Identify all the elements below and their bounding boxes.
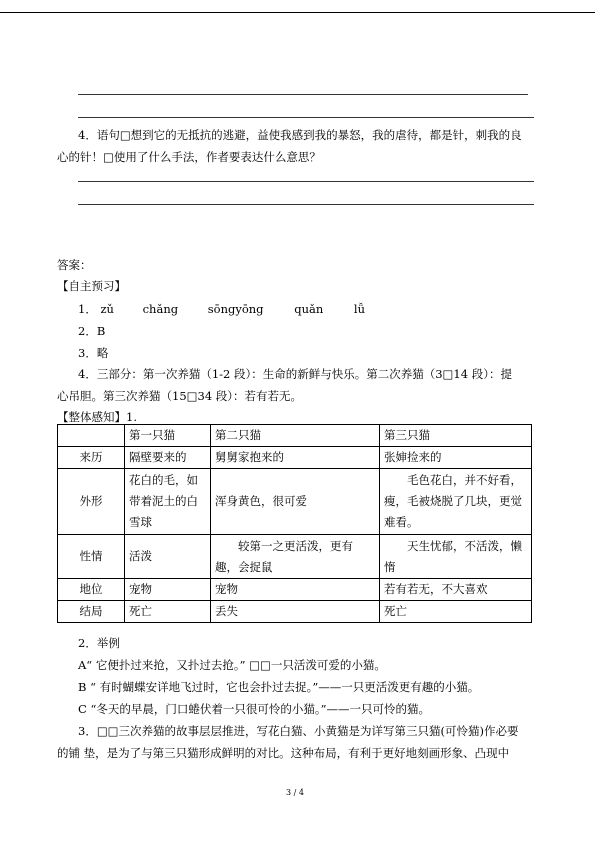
page-number: 3 / 4 bbox=[286, 788, 304, 797]
table-cell: 宠物 bbox=[125, 579, 211, 601]
table-row bbox=[58, 469, 532, 535]
overall-item-3-line-1: 3．□□三次养猫的故事层层推进，写花白猫、小黄猫是为详写第三只猫(可怜猫)作必要 bbox=[78, 724, 519, 738]
table-cell: 张婶捡来的 bbox=[380, 447, 532, 469]
table-cell: 花白的毛，如带着泥土的白雪球 bbox=[125, 469, 211, 535]
table-cell: 活泼 bbox=[125, 535, 211, 579]
table-header-cell: 第三只猫 bbox=[380, 425, 532, 447]
table-cell: 死亡 bbox=[380, 601, 532, 623]
table-cell: 隔壁要来的 bbox=[125, 447, 211, 469]
preview-header: 【自主预习】 bbox=[57, 279, 126, 293]
overall-item-3-line-2: 的铺 垫，是为了与第三只猫形成鲜明的对比。这种布局，有利于更好地刻画形象、凸现中 bbox=[57, 746, 510, 760]
table-row bbox=[58, 535, 532, 579]
example-c: C “冬天的早晨，门口蜷伏着一只很可怜的小猫。”——一只可怜的猫。 bbox=[78, 702, 430, 716]
row-label: 来历 bbox=[58, 447, 125, 469]
answer-line bbox=[78, 204, 534, 205]
table-header-cell: 第一只猫 bbox=[125, 425, 211, 447]
pinyin-2: chǎng bbox=[142, 302, 179, 316]
row-label: 地位 bbox=[58, 579, 125, 601]
pinyin-5: lǚ bbox=[353, 302, 365, 316]
row-label: 结局 bbox=[58, 601, 125, 623]
answer-line bbox=[78, 117, 534, 118]
item-number: 1． bbox=[78, 302, 97, 316]
example-b: B “ 有时蝴蝶安详地飞过时，它也会扑过去捉。”——一只更活泼更有趣的小猫。 bbox=[78, 680, 480, 694]
table-cell: 丢失 bbox=[211, 601, 380, 623]
pinyin-answers bbox=[78, 301, 365, 317]
table-row bbox=[58, 447, 532, 469]
overall-item-2: 2．举例 bbox=[78, 636, 120, 650]
table-cell: 死亡 bbox=[125, 601, 211, 623]
table-header-cell: 第二只猫 bbox=[211, 425, 380, 447]
cat-comparison-table bbox=[57, 424, 532, 623]
pinyin-3: sōngyōng bbox=[207, 302, 264, 316]
table-cell: 若有若无，不大喜欢 bbox=[380, 579, 532, 601]
table-cell: 较第一之更活泼，更有趣，会捉鼠 bbox=[211, 535, 380, 579]
example-a: A“ 它便扑过来抢，又扑过去抢。” □□一只活泼可爱的小猫。 bbox=[78, 658, 386, 672]
answers-label: 答案： bbox=[57, 258, 92, 272]
pinyin-1: zǔ bbox=[100, 302, 114, 316]
answer-line bbox=[78, 94, 528, 95]
preview-item-3: 3．略 bbox=[78, 346, 109, 360]
table-cell: 舅舅家抱来的 bbox=[211, 447, 380, 469]
row-label: 外形 bbox=[58, 469, 125, 535]
preview-item-4-line-1: 4．三部分：第一次养猫（1-2 段）：生命的新鲜与快乐。第二次养猫（3□14 段）：提 bbox=[78, 367, 512, 381]
table-cell: 宠物 bbox=[211, 579, 380, 601]
table-row bbox=[58, 579, 532, 601]
row-label: 性情 bbox=[58, 535, 125, 579]
table-header-row bbox=[58, 425, 532, 447]
answer-line bbox=[78, 181, 534, 182]
table-row bbox=[58, 601, 532, 623]
page-top-rule bbox=[0, 12, 595, 13]
question-4-line-2: 心的针！□使用了什么手法，作者要表达什么意思？ bbox=[57, 150, 321, 164]
overall-header: 【整体感知】1. bbox=[57, 410, 137, 424]
table-header-cell bbox=[58, 425, 125, 447]
table-cell: 浑身黄色，很可爱 bbox=[211, 469, 380, 535]
table-cell: 毛色花白，并不好看，瘦，毛被烧脱了几块，更觉难看。 bbox=[380, 469, 532, 535]
question-4-line-1: 4．语句□想到它的无抵抗的逃避，益使我感到我的暴怒，我的虐待，都是针，刺我的良 bbox=[78, 128, 522, 142]
table-cell: 天生忧郁，不活泼，懒惰 bbox=[380, 535, 532, 579]
preview-item-2: 2．B bbox=[78, 324, 106, 338]
preview-item-4-line-2: 心吊胆。第三次养猫（15□34 段）：若有若无。 bbox=[57, 389, 303, 403]
pinyin-4: quǎn bbox=[294, 302, 324, 316]
